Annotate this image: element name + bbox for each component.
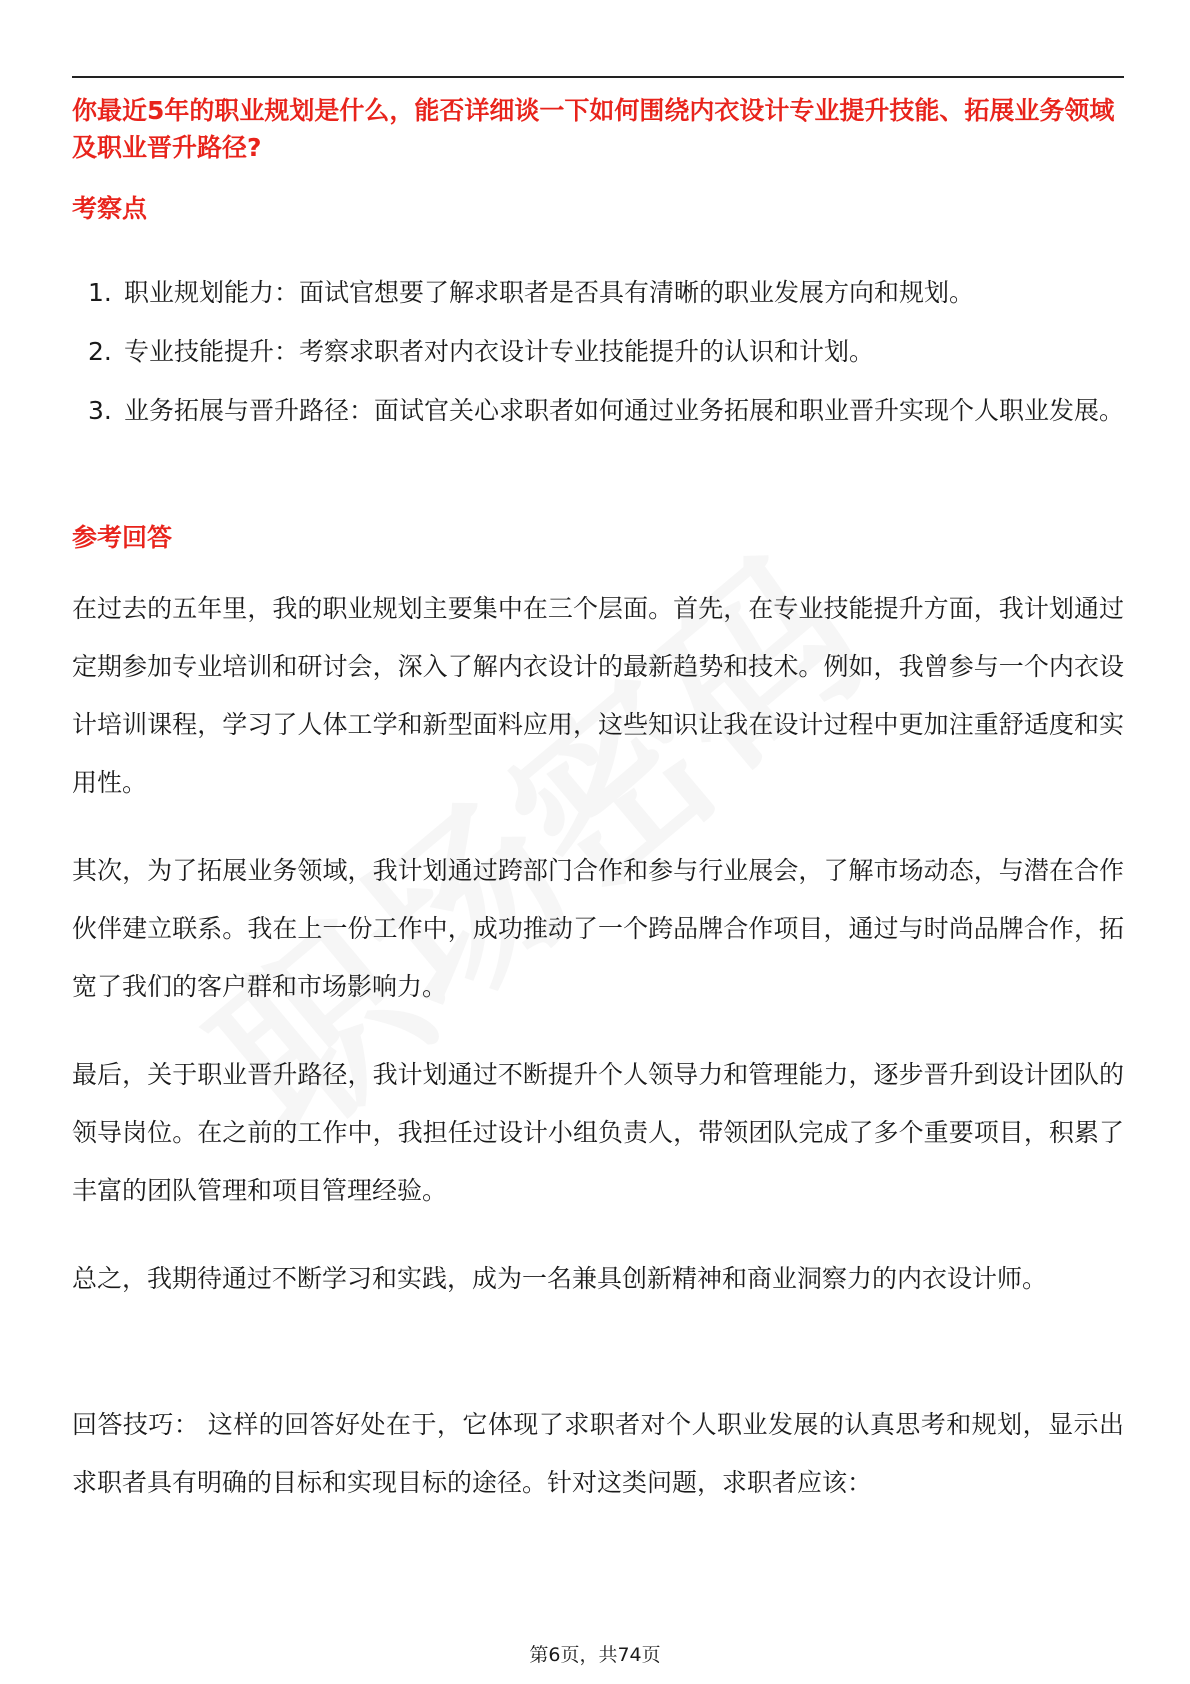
points-list (72, 264, 1124, 441)
answer-heading: 参考回答 (72, 523, 173, 552)
list-item-text: 专业技能提升：考察求职者对内衣设计专业技能提升的认识和计划。 (124, 337, 875, 366)
document-page (72, 0, 1124, 1684)
question-title: 你最近5年的职业规划是什么，能否详细谈一下如何围绕内衣设计专业提升技能、拓展业务领域及职业晋升路径? (72, 96, 1115, 162)
list-item-number: 2. (88, 337, 112, 366)
answer-paragraph: 在过去的五年里，我的职业规划主要集中在三个层面。首先，在专业技能提升方面，我计划通过定期参加专业培训和研讨会，深入了解内衣设计的最新趋势和技术。例如，我曾参与一个内衣设计培训课程，学习了人体工学和新型面料应用，这些知识让我在设计过程中更加注重舒适度和实用性。 (72, 594, 1124, 797)
points-heading: 考察点 (72, 194, 148, 223)
list-item-number: 1. (88, 278, 112, 307)
tips-paragraph: 回答技巧： 这样的回答好处在于，它体现了求职者对个人职业发展的认真思考和规划，显示出求职者具有明确的目标和实现目标的途径。针对这类问题，求职者应该： (72, 1410, 1124, 1497)
answer-paragraph: 其次，为了拓展业务领域，我计划通过跨部门合作和参与行业展会，了解市场动态，与潜在合作伙伴建立联系。我在上一份工作中，成功推动了一个跨品牌合作项目，通过与时尚品牌合作，拓宽了我们的客户群和市场影响力。 (72, 856, 1124, 1001)
list-item (72, 264, 1124, 321)
list-item-text: 职业规划能力：面试官想要了解求职者是否具有清晰的职业发展方向和规划。 (124, 278, 975, 307)
list-item (72, 323, 1124, 380)
answer-paragraph: 总之，我期待通过不断学习和实践，成为一名兼具创新精神和商业洞察力的内衣设计师。 (72, 1264, 1048, 1293)
list-item-text: 业务拓展与晋升路径：面试官关心求职者如何通过业务拓展和职业晋升实现个人职业发展。 (124, 396, 1125, 425)
answer-paragraph: 最后，关于职业晋升路径，我计划通过不断提升个人领导力和管理能力，逐步晋升到设计团队的领导岗位。在之前的工作中，我担任过设计小组负责人，带领团队完成了多个重要项目，积累了丰富的团队管理和项目管理经验。 (72, 1060, 1124, 1205)
page-number: 第6页，共74页 (529, 1644, 661, 1666)
list-item-number: 3. (88, 396, 112, 425)
list-item (72, 382, 1124, 439)
top-divider (72, 76, 1124, 78)
